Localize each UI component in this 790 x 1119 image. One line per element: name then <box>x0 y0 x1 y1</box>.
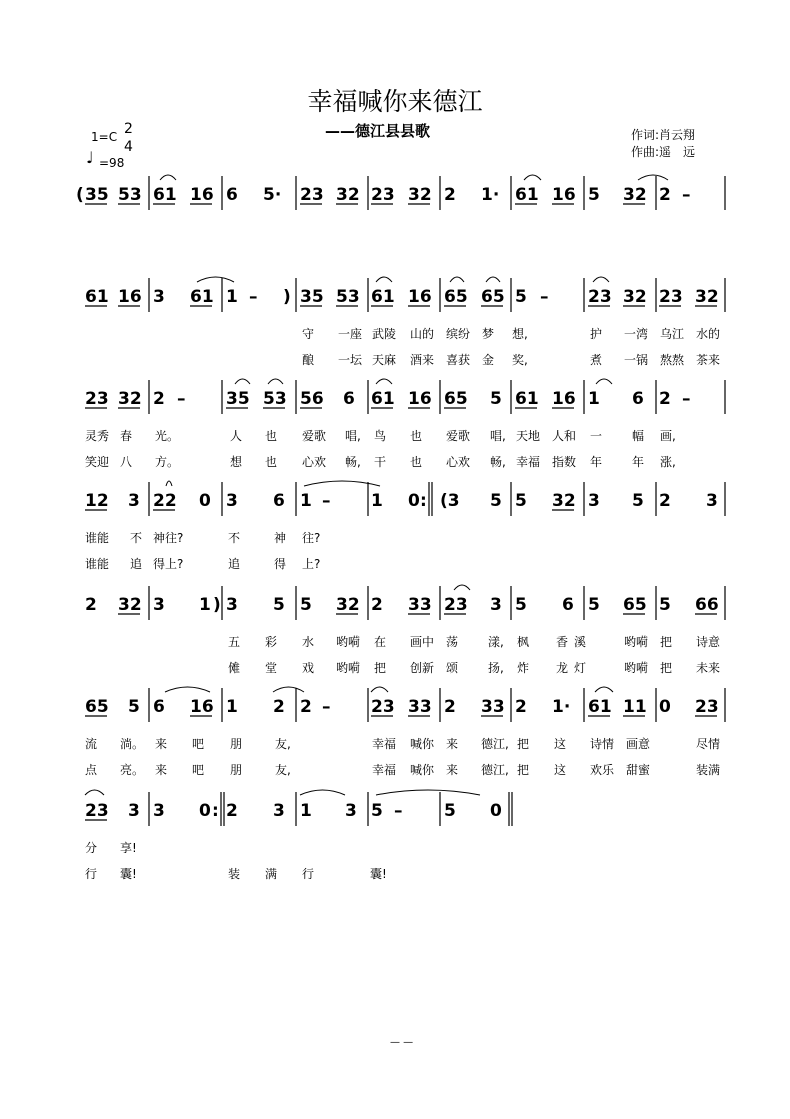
lyric-verse-2: 方。 <box>155 455 180 469</box>
lyric-verse-2: 一坛 <box>338 353 363 367</box>
note: (3 <box>440 491 460 511</box>
lyric-verse-2: 也 <box>265 455 278 469</box>
lyric-verse-2: 指数 <box>552 455 577 469</box>
note: 0 <box>408 491 420 511</box>
note: – <box>322 491 331 511</box>
lyric-verse-1: 诗情 <box>590 737 615 751</box>
note: 6 <box>562 595 574 615</box>
note: 2 <box>515 697 527 717</box>
lyric-verse-2: 金 <box>482 353 495 367</box>
lyric-verse-2: 追 <box>130 557 143 571</box>
note: 23 <box>659 287 683 307</box>
slur-arc <box>376 379 392 384</box>
lyric-verse-2: 吧 <box>192 763 205 777</box>
slur-arc <box>454 585 470 590</box>
page-number: — — <box>390 1037 414 1048</box>
note: 32 <box>118 389 142 409</box>
note: 5 <box>490 389 502 409</box>
repeat-sign: : <box>420 491 427 511</box>
lyric-verse-1: 不 <box>130 531 143 545</box>
lyric-verse-1: 把 <box>517 737 530 751</box>
slur-arc <box>593 277 609 282</box>
note: 22 <box>153 491 177 511</box>
note: 23 <box>695 697 719 717</box>
lyric-verse-2: 行 <box>85 867 98 881</box>
note: 1 <box>226 697 238 717</box>
lyric-verse-1: 爱歌 <box>302 429 327 443</box>
slur-arc <box>85 790 104 795</box>
note: 3 <box>128 801 140 821</box>
composer-credit: 作曲:遥 远 <box>631 145 696 159</box>
note: 0 <box>659 697 671 717</box>
note: – <box>394 801 403 821</box>
lyric-verse-1: 这 <box>554 737 567 751</box>
lyric-verse-1: 溪 <box>574 635 587 649</box>
note: 33 <box>481 697 505 717</box>
note: 16 <box>408 389 432 409</box>
note: 23 <box>300 185 324 205</box>
note: 35 <box>85 185 109 205</box>
note: 53 <box>263 389 287 409</box>
lyric-verse-2: 炸 <box>517 661 530 675</box>
note: 16 <box>552 389 576 409</box>
lyric-verse-2: 奖, <box>512 353 528 367</box>
lyric-verse-1: 也 <box>265 429 278 443</box>
note: 5 <box>632 491 644 511</box>
lyric-verse-2: 心欢 <box>302 455 327 469</box>
lyric-verse-2: 未来 <box>696 661 721 675</box>
lyric-verse-1: 喊你 <box>410 737 435 751</box>
note: – <box>682 389 691 409</box>
lyric-verse-1: 水的 <box>696 327 721 341</box>
note: – <box>249 287 258 307</box>
lyric-verse-1: 梦 <box>482 327 495 341</box>
lyric-verse-2: 哟嗬 <box>624 661 649 675</box>
note: 3 <box>273 801 285 821</box>
note: 2 <box>300 697 312 717</box>
lyric-verse-1: 哟嗬 <box>624 635 649 649</box>
lyric-verse-1: 淌。 <box>120 737 145 751</box>
slur-arc <box>376 277 392 282</box>
slur-arc <box>596 379 612 384</box>
note: 3 <box>128 491 140 511</box>
slur-arc <box>486 277 500 282</box>
lyric-verse-2: 喜获 <box>446 353 471 367</box>
lyric-verse-1: 灵秀 <box>85 429 110 443</box>
lyric-verse-2: 哟嗬 <box>336 661 361 675</box>
lyric-verse-1: 乌江 <box>660 327 685 341</box>
lyric-verse-2: 年 <box>590 455 603 469</box>
note: 3 <box>226 491 238 511</box>
note: 23 <box>85 801 109 821</box>
note: 2 <box>85 595 97 615</box>
note: 32 <box>695 287 719 307</box>
lyric-verse-1: 分 <box>85 841 98 855</box>
note: 2 <box>371 595 383 615</box>
lyric-verse-1: 神 <box>274 531 287 545</box>
note: 16 <box>408 287 432 307</box>
lyric-verse-1: 画意 <box>626 737 651 751</box>
note: 3 <box>345 801 357 821</box>
note: 23 <box>85 389 109 409</box>
note: 53 <box>118 185 142 205</box>
lyric-verse-2: 也 <box>410 455 423 469</box>
note: 1· <box>481 185 500 205</box>
note: ) <box>213 595 221 615</box>
note: 1 <box>371 491 383 511</box>
lyric-verse-2: 涨, <box>660 455 676 469</box>
slur-arc <box>595 687 613 692</box>
note: – <box>177 389 186 409</box>
note: 1 <box>226 287 238 307</box>
page-title: 幸福喊你来德江 <box>307 87 483 116</box>
note: 32 <box>336 185 360 205</box>
lyric-verse-2: 酒来 <box>410 353 435 367</box>
note: 65 <box>481 287 505 307</box>
lyric-verse-1: 唱, <box>490 429 506 443</box>
note: 61 <box>588 697 612 717</box>
lyric-verse-1: 一 <box>590 429 603 443</box>
slur-arc <box>166 481 172 486</box>
lyric-verse-2: 熬熬 <box>660 353 685 367</box>
note: 2 <box>226 801 238 821</box>
slur-arc <box>160 175 176 180</box>
lyric-verse-2: 囊! <box>370 867 387 881</box>
lyric-verse-1: 也 <box>410 429 423 443</box>
note: 32 <box>336 595 360 615</box>
lyric-verse-1: 人和 <box>552 429 577 443</box>
note: 1 <box>300 491 312 511</box>
lyric-verse-1: 彩 <box>265 635 278 649</box>
slur-arc <box>371 687 388 692</box>
lyric-verse-1: 鸟 <box>374 429 387 443</box>
note: 3 <box>153 287 165 307</box>
lyric-verse-1: 画中 <box>410 635 435 649</box>
lyric-verse-1: 一湾 <box>624 327 649 341</box>
note: 5 <box>273 595 285 615</box>
note: 32 <box>408 185 432 205</box>
lyric-verse-2: 把 <box>374 661 387 675</box>
key-signature: 1=C <box>91 130 118 144</box>
lyric-verse-2: 朋 <box>230 763 243 777</box>
lyric-verse-2: 装满 <box>696 763 721 777</box>
note: 32 <box>623 287 647 307</box>
lyric-verse-1: 香 <box>556 635 569 649</box>
lyric-verse-1: 来 <box>155 737 168 751</box>
slur-arc <box>273 687 304 692</box>
lyric-verse-2: 装 <box>228 867 241 881</box>
lyric-verse-1: 武陵 <box>372 327 397 341</box>
lyric-verse-1: 想, <box>512 327 528 341</box>
lyric-verse-1: 往? <box>302 531 321 545</box>
note: 61 <box>371 389 395 409</box>
lyric-verse-1: 在 <box>374 635 387 649</box>
note: 16 <box>118 287 142 307</box>
note: 11 <box>623 697 647 717</box>
lyric-verse-2: 满 <box>265 867 278 881</box>
lyric-verse-1: 漾, <box>488 635 504 649</box>
note: 2 <box>153 389 165 409</box>
lyric-verse-1: 尽情 <box>696 737 721 751</box>
lyric-verse-2: 一锅 <box>624 353 649 367</box>
lyric-verse-2: 这 <box>554 763 567 777</box>
lyric-verse-1: 吧 <box>192 737 205 751</box>
lyric-verse-2: 傩 <box>228 661 241 675</box>
note: – <box>322 697 331 717</box>
note: 12 <box>85 491 109 511</box>
lyric-verse-2: 追 <box>228 557 241 571</box>
note: 0 <box>199 801 211 821</box>
lyric-verse-2: 酿 <box>302 353 315 367</box>
lyric-verse-2: 想 <box>230 455 243 469</box>
note: 23 <box>371 185 395 205</box>
note: 1· <box>552 697 571 717</box>
lyric-verse-2: 把 <box>660 661 673 675</box>
note: 61 <box>371 287 395 307</box>
note: – <box>682 185 691 205</box>
slur-arc <box>450 277 464 282</box>
note: 1 <box>588 389 600 409</box>
lyric-verse-2: 点 <box>85 763 98 777</box>
lyric-verse-2: 戏 <box>302 661 315 675</box>
lyric-verse-2: 心欢 <box>446 455 471 469</box>
lyric-verse-1: 神往? <box>153 531 184 545</box>
note: 53 <box>336 287 360 307</box>
slur-arc <box>300 790 345 795</box>
slur-arc <box>165 687 210 692</box>
lyric-verse-1: 把 <box>660 635 673 649</box>
lyric-verse-2: 扬, <box>488 661 504 675</box>
note: 6 <box>226 185 238 205</box>
note: 5 <box>588 595 600 615</box>
time-signature-top: 2 <box>124 121 133 137</box>
note: 5 <box>588 185 600 205</box>
note: 65 <box>444 389 468 409</box>
note: 5 <box>490 491 502 511</box>
tempo-note-icon: ♩ <box>86 148 94 167</box>
note: 2 <box>659 491 671 511</box>
lyric-verse-2: 得 <box>274 557 287 571</box>
lyric-verse-1: 谁能 <box>85 531 110 545</box>
lyric-verse-2: 年 <box>632 455 645 469</box>
note: 32 <box>623 185 647 205</box>
lyric-verse-2: 亮。 <box>120 763 145 777</box>
lyric-verse-1: 诗意 <box>696 635 721 649</box>
lyric-verse-1: 来 <box>446 737 459 751</box>
note: 3 <box>153 801 165 821</box>
lyric-verse-2: 八 <box>120 455 133 469</box>
slur-arc <box>235 379 250 384</box>
note: 56 <box>300 389 324 409</box>
lyric-verse-2: 干 <box>374 455 387 469</box>
lyric-verse-2: 友, <box>275 763 291 777</box>
note: 32 <box>552 491 576 511</box>
note: 65 <box>623 595 647 615</box>
note: 1 <box>300 801 312 821</box>
note: – <box>540 287 549 307</box>
lyric-verse-1: 缤纷 <box>446 327 471 341</box>
note: 3 <box>226 595 238 615</box>
note: 1 <box>199 595 211 615</box>
note: 61 <box>515 185 539 205</box>
note: 2 <box>444 697 456 717</box>
lyric-verse-1: 唱, <box>345 429 361 443</box>
lyric-verse-2: 畅, <box>490 455 506 469</box>
lyric-verse-1: 不 <box>228 531 241 545</box>
lyric-verse-2: 德江, <box>481 763 509 777</box>
lyric-verse-2: 创新 <box>410 661 435 675</box>
page-subtitle: ——德江县县歌 <box>325 122 431 140</box>
note: 23 <box>371 697 395 717</box>
lyric-verse-2: 来 <box>446 763 459 777</box>
lyric-verse-2: 天麻 <box>372 353 397 367</box>
lyric-verse-1: 朋 <box>230 737 243 751</box>
lyric-verse-1: 荡 <box>446 635 459 649</box>
note: 5 <box>300 595 312 615</box>
note: 6 <box>153 697 165 717</box>
lyric-verse-2: 茶来 <box>696 353 721 367</box>
note: 35 <box>300 287 324 307</box>
lyric-verse-1: 守 <box>302 327 315 341</box>
note: 33 <box>408 697 432 717</box>
lyric-verse-2: 甜蜜 <box>626 763 651 777</box>
note: 0 <box>199 491 211 511</box>
note: 33 <box>408 595 432 615</box>
lyric-verse-1: 爱歌 <box>446 429 471 443</box>
note: ( <box>76 185 84 205</box>
note: 32 <box>118 595 142 615</box>
lyric-verse-1: 一座 <box>338 327 363 341</box>
note: 6 <box>343 389 355 409</box>
lyric-verse-1: 春 <box>120 429 133 443</box>
lyric-verse-1: 护 <box>590 327 603 341</box>
lyric-verse-1: 德江, <box>481 737 509 751</box>
lyric-verse-2: 行 <box>302 867 315 881</box>
repeat-sign: : <box>212 801 219 821</box>
note: 2 <box>659 185 671 205</box>
note: 16 <box>190 697 214 717</box>
lyric-verse-2: 囊! <box>120 867 137 881</box>
lyric-verse-1: 山的 <box>410 327 435 341</box>
lyric-verse-2: 得上? <box>153 557 184 571</box>
note: 23 <box>444 595 468 615</box>
note: ) <box>283 287 291 307</box>
lyric-verse-2: 颂 <box>446 661 459 675</box>
lyric-verse-2: 幸福 <box>516 455 541 469</box>
lyric-verse-1: 哟嗬 <box>336 635 361 649</box>
note: 3 <box>588 491 600 511</box>
lyric-verse-2: 把 <box>517 763 530 777</box>
note: 0 <box>490 801 502 821</box>
lyric-verse-1: 友, <box>275 737 291 751</box>
note: 61 <box>153 185 177 205</box>
lyric-verse-2: 堂 <box>265 661 278 675</box>
slur-arc <box>638 175 668 180</box>
lyric-verse-2: 灯 <box>574 661 587 675</box>
lyric-verse-2: 幸福 <box>372 763 397 777</box>
note: 23 <box>588 287 612 307</box>
lyric-verse-2: 笑迎 <box>85 455 110 469</box>
lyric-verse-1: 人 <box>230 429 243 443</box>
note: 5 <box>515 287 527 307</box>
note: 5 <box>515 491 527 511</box>
note: 16 <box>552 185 576 205</box>
note: 2 <box>444 185 456 205</box>
lyric-verse-2: 谁能 <box>85 557 110 571</box>
note: 61 <box>190 287 214 307</box>
lyric-verse-2: 畅, <box>345 455 361 469</box>
note: 3 <box>153 595 165 615</box>
lyric-verse-2: 煮 <box>590 353 603 367</box>
lyric-verse-1: 流 <box>85 737 98 751</box>
note: 5 <box>444 801 456 821</box>
note: 65 <box>85 697 109 717</box>
lyric-verse-2: 来 <box>155 763 168 777</box>
note: 2 <box>659 389 671 409</box>
slur-arc <box>524 175 541 180</box>
note: 35 <box>226 389 250 409</box>
note: 5 <box>371 801 383 821</box>
slur-arc <box>376 790 480 795</box>
lyric-verse-1: 幅 <box>632 429 645 443</box>
note: 66 <box>695 595 719 615</box>
note: 6 <box>632 389 644 409</box>
lyric-verse-1: 天地 <box>516 429 541 443</box>
note: 5 <box>659 595 671 615</box>
lyric-verse-2: 上? <box>302 557 321 571</box>
note: 61 <box>515 389 539 409</box>
lyric-verse-1: 画, <box>660 429 676 443</box>
lyric-verse-1: 幸福 <box>372 737 397 751</box>
lyric-verse-1: 五 <box>228 635 241 649</box>
lyric-verse-1: 享! <box>120 841 137 855</box>
lyric-verse-2: 龙 <box>556 661 569 675</box>
lyric-verse-1: 光。 <box>155 429 180 443</box>
note: 16 <box>190 185 214 205</box>
note: 61 <box>85 287 109 307</box>
tempo-marking: =98 <box>99 156 125 170</box>
note: 3 <box>490 595 502 615</box>
time-signature-bottom: 4 <box>124 139 133 155</box>
lyric-verse-2: 欢乐 <box>590 763 615 777</box>
slur-arc <box>197 277 234 282</box>
note: 2 <box>273 697 285 717</box>
slur-arc <box>268 379 283 384</box>
lyric-verse-2: 喊你 <box>410 763 435 777</box>
lyric-verse-1: 枫 <box>517 635 530 649</box>
note: 5 <box>128 697 140 717</box>
lyric-verse-1: 水 <box>302 635 315 649</box>
note: 6 <box>273 491 285 511</box>
note: 5· <box>263 185 282 205</box>
lyricist-credit: 作词:肖云翔 <box>631 128 696 142</box>
note: 65 <box>444 287 468 307</box>
note: 5 <box>515 595 527 615</box>
note: 3 <box>706 491 718 511</box>
